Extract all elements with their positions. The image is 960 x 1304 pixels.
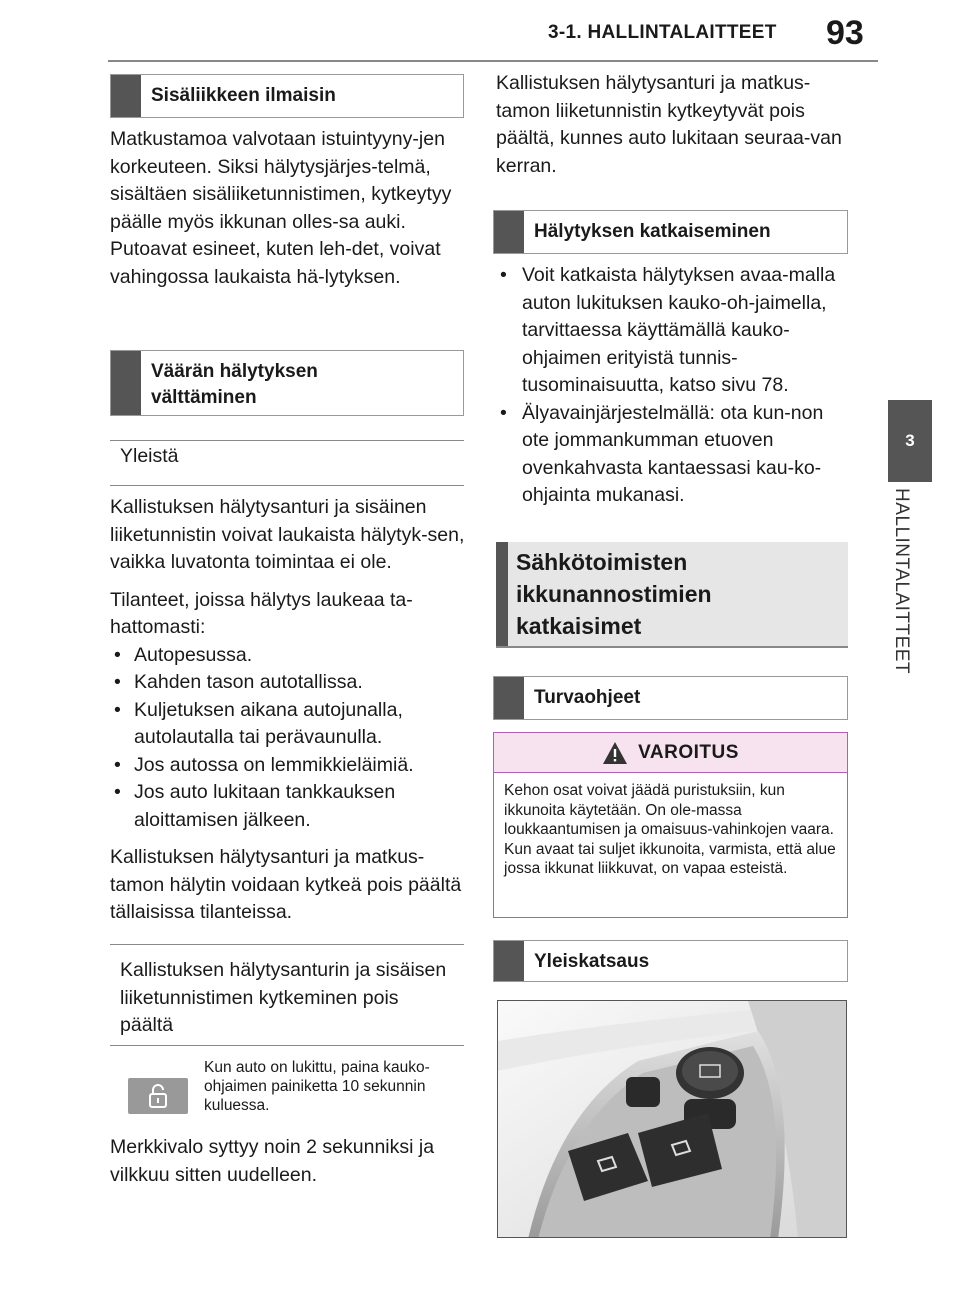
lock-note: Kun auto on lukittu, paina kauko-ohjaimen painiketta 10 sekunnin kuluessa. [204,1059,430,1114]
section-title: Hälytyksen katkaiseminen [534,221,771,242]
paragraph-text: Matkustamoa valvotaan istuintyyny-jen korkeuteen. Siksi hälytysjärjes-telmä, sisältäen sisäliiketunnistimen, kytkeytyy päälle myös ikkunan olles-sa auki. Putoavat esineet, kuten leh-det, voivat vahingossa laukaista hä-lytyksen. [110,128,452,288]
lock-icon [147,1083,169,1109]
situation-list [110,642,470,835]
paragraph-text: Kallistuksen hälytysanturi ja sisäinen liiketunnistin voivat laukaista hälytyk-sen, vaikka luvatonta toimintaa ei ole. [110,496,465,573]
section-title: Sisäliikkeen ilmaisin [151,85,336,106]
lock-button-graphic [128,1078,188,1114]
warning-triangle-icon [602,741,628,765]
warning-header [494,733,847,773]
warning-box [493,732,848,918]
warning-text: Kehon osat voivat jäädä puristuksiin, kun ikkunoita käytetään. On ole-massa loukkaantumisen ja omaisuus-vahinkojen vaara. Kun avaat tai suljet ikkunoita, varmista, että alue jossa ikkunat liikkuvat, on vapaa esteistä. [504,782,836,877]
list-item: • Kuljetuksen aikana autojunalla, autolautalla tai perävaunulla. [110,697,470,752]
chapter-label: HALLINTALAITTEET [891,488,912,675]
alarm-stop-body [496,262,852,510]
paragraph-text: Merkkivalo syttyy noin 2 sekunniksi ja vilkkuu sitten uudelleen. [110,1136,435,1186]
section-title: Yleiskatsaus [534,951,650,972]
section-header: 3-1. HALLINTALAITTEET [548,22,777,43]
big-section-title: Sähkötoimisten ikkunannostimien katkaisimet [516,549,712,639]
list-item: • Jos auto lukitaan tankkauksen aloittamisen jälkeen. [110,779,470,834]
list-item: • Kahden tason autotallissa. [110,669,470,697]
page-number: 93 [826,14,864,52]
list-item: • Autopesussa. [110,642,470,670]
indicator-paragraph [110,1134,470,1199]
paragraph-text: Kallistuksen hälytysanturi ja matkus-tamon liiketunnistin kytkeytyvät pois päältä, kunnes auto lukitaan seuraa-van kerran. [496,72,842,177]
section-safety [493,676,848,720]
subheading-disable-sensors: Kallistuksen hälytysanturin ja sisäisen liiketunnistimen kytkeminen pois päältä [110,944,464,1046]
list-item: • Älyavainjärjestelmällä: ota kun-non ote jommankumman etuoven ovenkahvasta kantaessasi kau-ko-ohjainta mukanasi. [496,400,852,510]
false-alarm-body [110,494,470,937]
chapter-section-window-switches [496,542,848,648]
paragraph-text: Kallistuksen hälytysanturi ja matkus-tamon hälytin voidaan kytkeä pois päältä tällaisissa tilanteissa. [110,846,462,923]
header-rule [108,60,878,62]
list-item: • Voit katkaista hälytyksen avaa-malla auton lukituksen kauko-oh-jaimella, tarvittaessa käyttämällä kauko-ohjaimen erityistä tunnis-tusominaisuutta, katso sivu 78. [496,262,852,400]
window-switch-photo [497,1000,847,1238]
chapter-tab: 3 [888,400,932,482]
section-indoor-motion [110,74,464,118]
section-false-alarm [110,350,464,416]
right-paragraph [496,70,852,190]
window-switch-illustration [498,1001,847,1238]
section-overview [493,940,848,982]
paragraph-text: Tilanteet, joissa hälytys laukeaa ta-hattomasti: [110,588,413,638]
list-item: • Jos autossa on lemmikkieläimiä. [110,752,470,780]
section-alarm-stop [493,210,848,254]
section-title: Väärän hälytyksen välttäminen [151,361,318,408]
paragraph [110,126,470,301]
section-title: Turvaohjeet [534,687,641,708]
warning-title: VAROITUS [638,741,739,763]
subheading-general: Yleistä [110,440,464,486]
alarm-stop-list [496,262,852,510]
